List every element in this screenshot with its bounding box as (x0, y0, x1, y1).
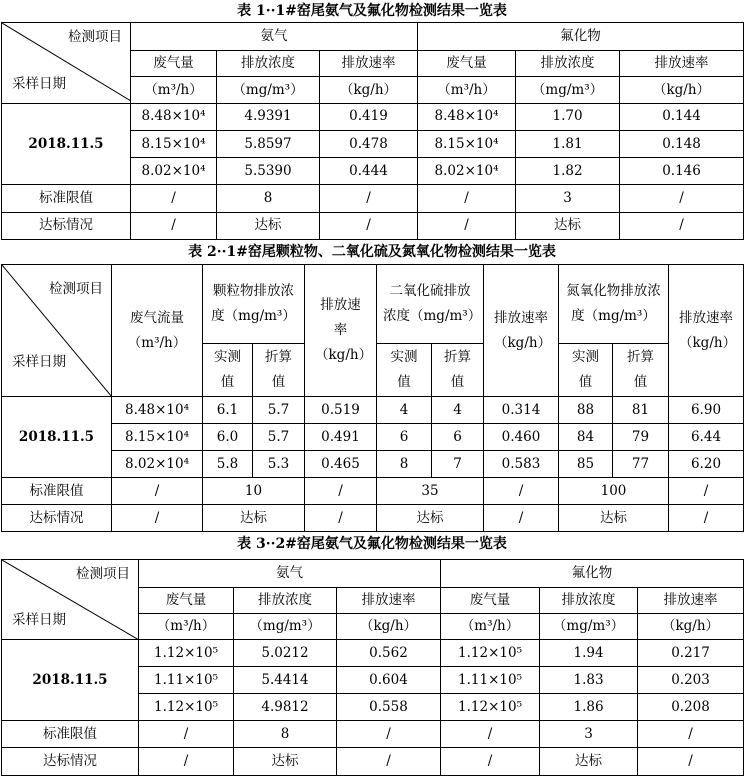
table-cell: 88 (559, 397, 613, 424)
table-cell: 1.94 (540, 640, 638, 667)
table-cell: / (337, 721, 441, 748)
sampling-date: 2018.11.5 (2, 397, 112, 478)
col-header-unit: （mg/m³） (234, 614, 337, 640)
table-cell: 6 (432, 424, 484, 451)
measured-header: 实测值 (203, 344, 253, 397)
status-row (2, 212, 744, 239)
group-header-ammonia: 氨气 (139, 560, 441, 588)
table-cell: 0.203 (638, 667, 744, 694)
nox-rate-header: 排放速率（kg/h） (669, 265, 744, 397)
col-header-name: 排放速率 (638, 588, 744, 614)
table-cell: 8.02×10⁴ (131, 158, 217, 185)
table2 (1, 264, 744, 532)
flow-name: 废气流量 (130, 309, 184, 326)
table-cell: 0.460 (484, 424, 559, 451)
table-cell: 1.12×10⁵ (441, 640, 540, 667)
table3-caption: 表 3··2#窑尾氨气及氟化物检测结果一览表 (237, 536, 507, 552)
table-cell: 6.90 (669, 397, 744, 424)
table-cell: 0.419 (320, 103, 418, 130)
table2-caption: 表 2··1#窑尾颗粒物、二氧化硫及氮氧化物检测结果一览表 (188, 244, 556, 260)
status-row (2, 505, 744, 532)
table-cell: 4.9391 (217, 103, 320, 130)
col-header-unit: （kg/h） (337, 614, 441, 640)
col-header-name: 排放浓度 (516, 51, 620, 77)
table-cell: 达标 (540, 748, 638, 776)
table-cell: 达标 (203, 505, 305, 532)
converted-header: 折算值 (253, 344, 305, 397)
table-cell: 0.465 (305, 451, 377, 478)
col-header-unit: （mg/m³） (540, 614, 638, 640)
limit-row (2, 478, 744, 505)
table-cell: 5.7 (253, 424, 305, 451)
table-cell: 0.491 (305, 424, 377, 451)
table-cell: / (112, 478, 203, 505)
table-cell: / (131, 212, 217, 239)
measured-header: 实测值 (377, 344, 432, 397)
col-header-unit: （kg/h） (320, 77, 418, 103)
table-cell: 8.48×10⁴ (418, 103, 516, 130)
table-cell: 4 (377, 397, 432, 424)
date-label: 采样日期 (12, 612, 66, 628)
col-header-name: 废气量 (131, 51, 217, 77)
table-cell: / (638, 748, 744, 776)
table-cell: 79 (613, 424, 669, 451)
so2-concentration-header: 二氧化硫排放浓度（mg/m³） (377, 265, 484, 344)
table-cell: 达标 (234, 748, 337, 776)
table-row (2, 640, 744, 667)
table-cell: 0.604 (337, 667, 441, 694)
table-cell: 8 (217, 185, 320, 212)
table-cell: 8.15×10⁴ (112, 424, 203, 451)
table-cell: 8.48×10⁴ (112, 397, 203, 424)
table-cell: 0.444 (320, 158, 418, 185)
table-cell: / (139, 748, 234, 776)
col-header-name: 废气量 (441, 588, 540, 614)
table-cell: 5.7 (253, 397, 305, 424)
table-cell: 6 (377, 424, 432, 451)
sampling-date: 2018.11.5 (2, 103, 131, 185)
table-cell: 1.11×10⁵ (441, 667, 540, 694)
col-header-unit: （mg/m³） (217, 77, 320, 103)
table3-corner-header (2, 560, 139, 640)
table-cell: 达标 (217, 212, 320, 239)
table-cell: / (337, 748, 441, 776)
table-cell: / (638, 721, 744, 748)
table-cell: 8 (234, 721, 337, 748)
table-cell: 8.48×10⁴ (131, 103, 217, 130)
table-cell: 6.0 (203, 424, 253, 451)
table-cell: 5.8 (203, 451, 253, 478)
table-cell: / (131, 185, 217, 212)
table1-corner-header (2, 23, 131, 104)
flow-header (112, 265, 203, 397)
table-cell: 0.217 (638, 640, 744, 667)
table-cell: / (418, 185, 516, 212)
converted-header: 折算值 (432, 344, 484, 397)
col-header-unit: （m³/h） (131, 77, 217, 103)
table-cell: 0.478 (320, 130, 418, 157)
limit-label: 标准限值 (2, 721, 139, 748)
pm-rate-header: 排放速率（kg/h） (305, 265, 377, 397)
table-row (2, 397, 744, 424)
table-cell: 0.562 (337, 640, 441, 667)
table-cell: 100 (559, 478, 669, 505)
table-cell: / (139, 721, 234, 748)
table-cell: / (620, 185, 744, 212)
table-row (2, 103, 744, 130)
table-cell: 达标 (377, 505, 484, 532)
col-header-unit: （kg/h） (620, 77, 744, 103)
sampling-date: 2018.11.5 (2, 640, 139, 721)
table-cell: / (484, 478, 559, 505)
date-label: 采样日期 (12, 75, 66, 92)
table-cell: 5.0212 (234, 640, 337, 667)
table-cell: 8 (377, 451, 432, 478)
table-cell: 0.558 (337, 694, 441, 721)
table-cell: / (441, 748, 540, 776)
col-header-name: 排放浓度 (234, 588, 337, 614)
table-cell: 6.44 (669, 424, 744, 451)
status-label: 达标情况 (2, 505, 112, 532)
col-header-unit: （m³/h） (139, 614, 234, 640)
table-cell: 0.519 (305, 397, 377, 424)
table-cell: 8.02×10⁴ (418, 158, 516, 185)
item-label: 检测项目 (49, 281, 103, 297)
table-cell: 0.146 (620, 158, 744, 185)
table-cell: 0.144 (620, 103, 744, 130)
table-cell: 6.20 (669, 451, 744, 478)
table-cell: 达标 (516, 212, 620, 239)
item-label: 检测项目 (76, 566, 130, 582)
limit-label: 标准限值 (2, 478, 112, 505)
status-label: 达标情况 (2, 748, 139, 776)
table-cell: / (305, 478, 377, 505)
table-cell: / (320, 185, 418, 212)
status-row (2, 748, 744, 776)
table-cell: 达标 (559, 505, 669, 532)
table-cell: 77 (613, 451, 669, 478)
table-cell: 6.1 (203, 397, 253, 424)
col-header-name: 排放速率 (320, 51, 418, 77)
col-header-name: 排放浓度 (217, 51, 320, 77)
table-cell: 0.583 (484, 451, 559, 478)
table-cell: / (441, 721, 540, 748)
flow-unit: （m³/h） (127, 334, 187, 351)
table-cell: 7 (432, 451, 484, 478)
table-cell: 84 (559, 424, 613, 451)
table-cell: / (320, 212, 418, 239)
table-cell: 3 (516, 185, 620, 212)
nox-concentration-header: 氮氧化物排放浓度（mg/m³） (559, 265, 669, 344)
table-cell: 0.148 (620, 130, 744, 157)
table-cell: / (305, 505, 377, 532)
table-cell: / (418, 212, 516, 239)
col-header-name: 废气量 (139, 588, 234, 614)
group-header-fluoride: 氟化物 (441, 560, 744, 588)
table-cell: 8.02×10⁴ (112, 451, 203, 478)
so2-rate-header: 排放速率（kg/h） (484, 265, 559, 397)
col-header-unit: （mg/m³） (516, 77, 620, 103)
table1-caption: 表 1··1#窑尾氨气及氟化物检测结果一览表 (237, 3, 507, 19)
converted-header: 折算值 (613, 344, 669, 397)
col-header-unit: （m³/h） (441, 614, 540, 640)
table-cell: 8.15×10⁴ (131, 130, 217, 157)
table-cell: / (669, 505, 744, 532)
table-cell: 0.314 (484, 397, 559, 424)
col-header-name: 排放速率 (337, 588, 441, 614)
date-label: 采样日期 (12, 354, 66, 370)
group-header-ammonia: 氨气 (131, 23, 418, 51)
table-cell: 3 (540, 721, 638, 748)
col-header-name: 排放浓度 (540, 588, 638, 614)
table-row (2, 424, 744, 451)
table-cell: 1.12×10⁵ (441, 694, 540, 721)
table-cell: / (669, 478, 744, 505)
table-cell: 1.12×10⁵ (139, 640, 234, 667)
table-cell: / (484, 505, 559, 532)
col-header-unit: （m³/h） (418, 77, 516, 103)
table-cell: 1.11×10⁵ (139, 667, 234, 694)
table-cell: 1.81 (516, 130, 620, 157)
limit-label: 标准限值 (2, 185, 131, 212)
measured-header: 实测值 (559, 344, 613, 397)
limit-row (2, 721, 744, 748)
table-cell: 81 (613, 397, 669, 424)
table2-corner-header (2, 265, 112, 397)
pm-concentration-header: 颗粒物排放浓度（mg/m³） (203, 265, 305, 344)
table-cell: 1.82 (516, 158, 620, 185)
table-cell: 1.70 (516, 103, 620, 130)
table-cell: 8.15×10⁴ (418, 130, 516, 157)
table-cell: 1.12×10⁵ (139, 694, 234, 721)
table-cell: 4.9812 (234, 694, 337, 721)
table-cell: 5.3 (253, 451, 305, 478)
table3 (1, 559, 744, 776)
table-cell: 5.4414 (234, 667, 337, 694)
table-cell: 5.8597 (217, 130, 320, 157)
limit-row (2, 185, 744, 212)
table-cell: 5.5390 (217, 158, 320, 185)
group-header-fluoride: 氟化物 (418, 23, 744, 51)
table-cell: / (112, 505, 203, 532)
table-cell: 4 (432, 397, 484, 424)
table-cell: 0.208 (638, 694, 744, 721)
table-cell: 85 (559, 451, 613, 478)
table-cell: 10 (203, 478, 305, 505)
status-label: 达标情况 (2, 212, 131, 239)
table-cell: 35 (377, 478, 484, 505)
table-cell: 1.86 (540, 694, 638, 721)
table-cell: 1.83 (540, 667, 638, 694)
table1 (1, 22, 744, 240)
table-cell: / (620, 212, 744, 239)
col-header-unit: （kg/h） (638, 614, 744, 640)
table-row (2, 451, 744, 478)
col-header-name: 排放速率 (620, 51, 744, 77)
item-label: 检测项目 (68, 29, 122, 45)
col-header-name: 废气量 (418, 51, 516, 77)
